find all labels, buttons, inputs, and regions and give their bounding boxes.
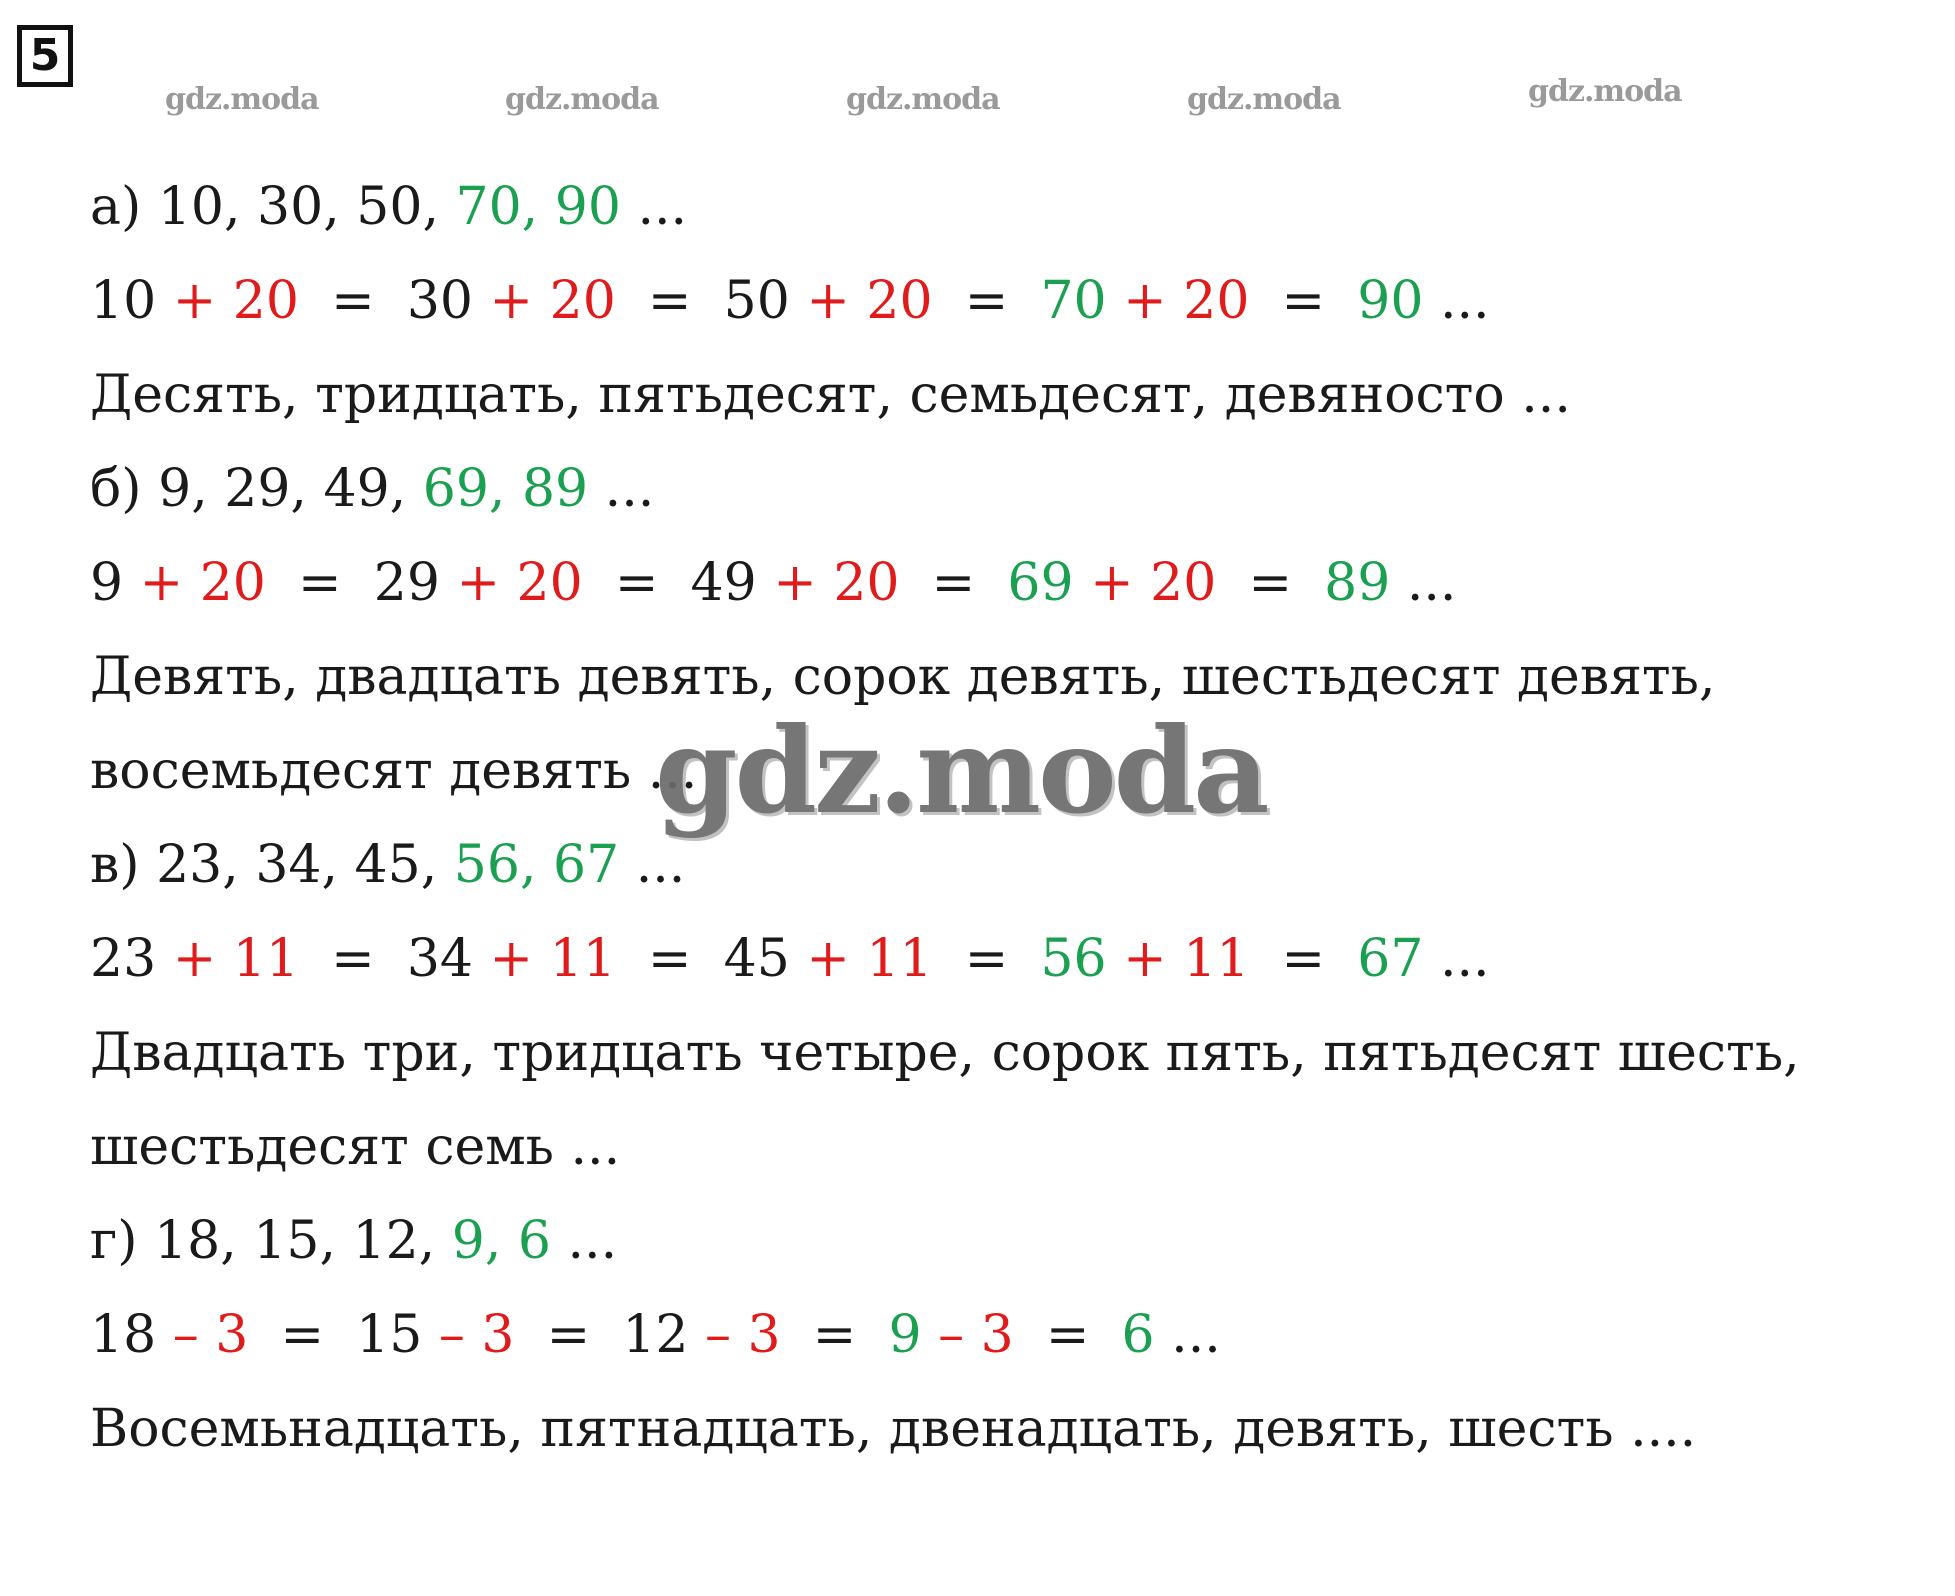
eq-operator: – 3 xyxy=(705,1305,781,1365)
watermark-top-5: gdz.moda xyxy=(1528,74,1682,109)
eq-term-answer: 9 xyxy=(888,1305,922,1365)
part-label: г) xyxy=(90,1211,138,1271)
part-a-equation xyxy=(90,264,1890,358)
equals-sign: = xyxy=(331,929,375,989)
eq-operator: – 3 xyxy=(438,1305,515,1365)
equals-sign: = xyxy=(931,553,976,613)
watermark-top-2: gdz.moda xyxy=(505,82,659,117)
eq-operator: + 11 xyxy=(1123,929,1250,989)
part-c-words-1: Двадцать три, тридцать четыре, сорок пять, пятьдесят шесть, xyxy=(90,1023,1800,1083)
given-values: 9, 29, 49, xyxy=(158,459,407,519)
part-b-equation xyxy=(90,546,1890,640)
part-label: а) xyxy=(90,177,142,237)
equals-sign: = xyxy=(546,1305,591,1365)
equals-sign: = xyxy=(964,929,1009,989)
equals-sign: = xyxy=(280,1305,325,1365)
equals-sign: = xyxy=(298,553,342,613)
part-label: б) xyxy=(90,459,142,519)
ellipsis: ... xyxy=(567,1211,618,1271)
eq-term-answer: 69 xyxy=(1007,553,1074,613)
part-d-equation xyxy=(90,1298,1890,1392)
equals-sign: = xyxy=(614,553,659,613)
eq-operator: + 11 xyxy=(489,929,616,989)
given-values: 10, 30, 50, xyxy=(157,177,439,237)
part-b-words-1: Девять, двадцать девять, сорок девять, шестьдесят девять, xyxy=(90,647,1716,707)
equals-sign: = xyxy=(331,271,375,331)
eq-term: 15 xyxy=(356,1305,423,1365)
eq-term: 45 xyxy=(723,929,790,989)
ellipsis: ... xyxy=(635,835,686,895)
watermark-top-3: gdz.moda xyxy=(846,82,1000,117)
eq-operator: + 20 xyxy=(806,271,933,331)
watermark-top-4: gdz.moda xyxy=(1187,82,1341,117)
given-values: 23, 34, 45, xyxy=(156,835,438,895)
equals-sign: = xyxy=(1248,553,1293,613)
part-d-sequence xyxy=(90,1204,1890,1298)
part-a-sequence xyxy=(90,170,1890,264)
part-c-equation xyxy=(90,922,1890,1016)
eq-term-answer: 90 xyxy=(1357,271,1424,331)
eq-term-answer: 70 xyxy=(1040,271,1107,331)
equals-sign: = xyxy=(1045,1305,1090,1365)
eq-term-answer: 6 xyxy=(1121,1305,1155,1365)
part-c-sequence xyxy=(90,828,1890,922)
eq-operator: – 3 xyxy=(938,1305,1014,1365)
task-number-badge: 5 xyxy=(17,25,73,87)
eq-operator: + 20 xyxy=(489,271,616,331)
eq-term: 23 xyxy=(90,929,157,989)
found-values: 69, 89 xyxy=(422,459,589,519)
found-values: 9, 6 xyxy=(451,1211,551,1271)
eq-term: 30 xyxy=(406,271,473,331)
eq-term: 29 xyxy=(373,553,440,613)
eq-operator: + 11 xyxy=(806,929,933,989)
eq-term: 18 xyxy=(90,1305,157,1365)
equals-sign: = xyxy=(647,929,692,989)
part-b-sequence xyxy=(90,452,1890,546)
eq-operator: + 20 xyxy=(172,271,299,331)
part-b-words-2: восемьдесят девять ... xyxy=(90,741,698,801)
ellipsis: ... xyxy=(1439,929,1490,989)
part-a-words: Десять, тридцать, пятьдесят, семьдесят, девяносто ... xyxy=(90,365,1571,425)
eq-term: 9 xyxy=(90,553,124,613)
watermark-center: gdz.moda xyxy=(655,701,1267,840)
equals-sign: = xyxy=(812,1305,857,1365)
ellipsis: ... xyxy=(1406,553,1457,613)
equals-sign: = xyxy=(1281,929,1326,989)
equals-sign: = xyxy=(964,271,1009,331)
ellipsis: ... xyxy=(1439,271,1490,331)
given-values: 18, 15, 12, xyxy=(154,1211,436,1271)
part-d-words: Восемьнадцать, пятнадцать, двенадцать, девять, шесть .... xyxy=(90,1399,1697,1459)
part-c-words-2: шестьдесят семь ... xyxy=(90,1117,621,1177)
eq-operator: + 20 xyxy=(139,553,266,613)
eq-term: 12 xyxy=(622,1305,689,1365)
found-values: 70, 90 xyxy=(455,177,621,237)
eq-term: 49 xyxy=(690,553,757,613)
eq-term-answer: 67 xyxy=(1357,929,1424,989)
eq-operator: + 20 xyxy=(456,553,583,613)
eq-operator: + 20 xyxy=(773,553,900,613)
eq-operator: – 3 xyxy=(172,1305,249,1365)
part-label: в) xyxy=(90,835,140,895)
eq-operator: + 20 xyxy=(1090,553,1217,613)
eq-term: 10 xyxy=(90,271,157,331)
equals-sign: = xyxy=(647,271,692,331)
eq-term: 50 xyxy=(723,271,790,331)
eq-term-answer: 89 xyxy=(1324,553,1391,613)
ellipsis: ... xyxy=(604,459,655,519)
eq-term: 34 xyxy=(406,929,473,989)
eq-operator: + 20 xyxy=(1123,271,1250,331)
equals-sign: = xyxy=(1281,271,1326,331)
eq-operator: + 11 xyxy=(172,929,299,989)
found-values: 56, 67 xyxy=(453,835,620,895)
ellipsis: ... xyxy=(637,177,688,237)
ellipsis: ... xyxy=(1171,1305,1221,1365)
watermark-top-1: gdz.moda xyxy=(165,82,319,117)
eq-term-answer: 56 xyxy=(1040,929,1107,989)
